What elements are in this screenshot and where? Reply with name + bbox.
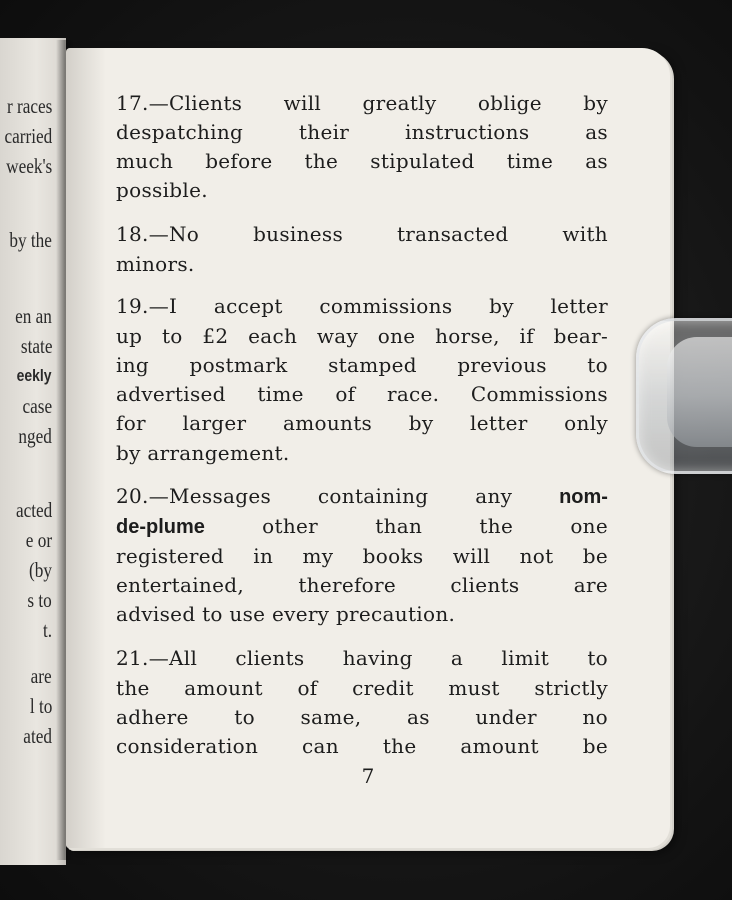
left-fragment: state [20, 334, 52, 358]
rule-21-line: consideration can the amount be [116, 734, 608, 758]
rule-20-line: advised to use every precaution. [116, 602, 456, 626]
rule-19-line: advertised time of race. Commissions [116, 382, 608, 406]
left-fragment: (by [29, 558, 52, 582]
rule-20-line: registered in my books will not be [116, 544, 608, 568]
rule-19-line: ing postmark stamped previous to [116, 353, 608, 377]
rule-17-line: 17.—Clients will greatly oblige by [116, 91, 608, 115]
page-number: 7 [361, 764, 375, 788]
right-page [66, 48, 670, 848]
left-fragment: en an [15, 304, 52, 328]
left-fragment: week's [5, 154, 52, 178]
left-fragment: s to [27, 588, 52, 612]
left-fragment: case [22, 394, 52, 418]
rule-20-line [116, 482, 608, 511]
left-fragment: eekly [17, 366, 52, 385]
rule-19-line: by arrangement. [116, 441, 290, 465]
left-fragment: ated [23, 724, 52, 748]
rule-20-text: 20.—Messages containing any [116, 484, 513, 508]
rule-19-line: for larger amounts by letter only [116, 411, 608, 435]
left-fragment: nged [18, 424, 52, 448]
left-fragment: carried [4, 124, 52, 148]
nom-de-plume-term: nom- [559, 486, 608, 508]
left-fragment: t. [42, 618, 52, 642]
left-fragment: r races [6, 94, 52, 118]
left-fragment: by the [9, 228, 52, 252]
rule-17-line: possible. [116, 178, 208, 202]
rule-20-line: entertained, therefore clients are [116, 573, 608, 597]
rule-21-line: 21.—All clients having a limit to [116, 646, 608, 670]
rule-18-line: 18.—No business transacted with [116, 222, 608, 246]
rule-18-line: minors. [116, 252, 195, 276]
page-shadow [66, 48, 106, 848]
left-fragment: e or [25, 528, 52, 552]
rule-21-line: adhere to same, as under no [116, 705, 608, 729]
left-fragment: l to [29, 694, 52, 718]
rule-20-text: other than the one [262, 514, 608, 538]
rule-17-line: despatching their instructions as [116, 120, 608, 144]
nom-de-plume-term: de-plume [116, 516, 205, 538]
left-fragment: acted [15, 498, 52, 522]
rule-19-line: up to £2 each way one horse, if bear- [116, 324, 608, 348]
plastic-page-clip [636, 318, 732, 474]
rule-20-line [116, 512, 608, 541]
left-fragment: are [30, 664, 52, 688]
rule-17-line: much before the stipulated time as [116, 149, 608, 173]
rule-19-line: 19.—I accept commissions by letter [116, 294, 608, 318]
rule-21-line: the amount of credit must strictly [116, 676, 608, 700]
clip-highlight [667, 337, 732, 447]
